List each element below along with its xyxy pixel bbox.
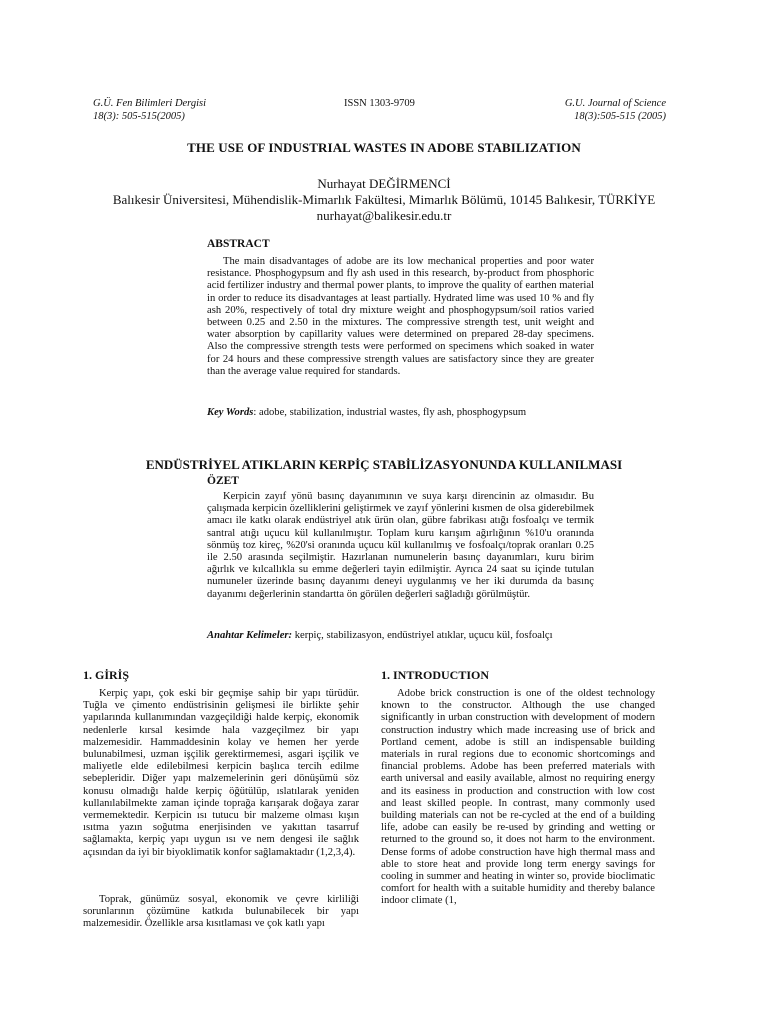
giris-paragraph-2: Toprak, günümüz sosyal, ekonomik ve çevre kirliliği sorunlarının çözümüne katkıda bulunabilecek bir yapı malzemesidir. Özellikle arsa kısıtlaması ve çok katlı yapı xyxy=(83,894,359,930)
journal-name-tr-title: G.Ü. Fen Bilimleri Dergisi xyxy=(93,98,207,109)
paper-title: THE USE OF INDUSTRIAL WASTES IN ADOBE STABILIZATION xyxy=(187,140,581,155)
author-email: nurhayat@balikesir.edu.tr xyxy=(316,208,452,223)
journal-name-en xyxy=(496,97,666,123)
journal-volume-tr: 18(3): 505-515(2005) xyxy=(93,111,185,122)
abstract-heading: ABSTRACT xyxy=(207,238,270,250)
giris-heading: 1. GİRİŞ xyxy=(83,668,130,682)
turkish-title: ENDÜSTRİYEL ATIKLARIN KERPİÇ STABİLİZASYONUNDA KULLANILMASI xyxy=(145,457,623,472)
introduction-paragraph-1: Adobe brick construction is one of the oldest technology known to the constructor. Although the use changed significantly in urban construction with development of modern construction industry which made increasing use of brick and Portland cement, adobe is still an indispensable building materials in rural regions due to economic shortcomings and financial problems. Adobe has been preferred materials with earth universal and easily available, almost no requiring energy and its easiness in production and construction with low cost and least skilled people. In contrast, many commonly used building materials can not be re-cycled at the end of a building life, adobe can easily be re-used by grinding and wetting or returned to the ground so, it does not harm to the environment. Dense forms of adobe construction have high thermal mass and able to store heat and provide long term energy savings for cooling in summer and heating in winter so, provide bioclimatic comfort for health with a suitable humidity and thereby balance indoor climate (1, xyxy=(381,688,655,907)
author-affiliation: Balıkesir Üniversitesi, Mühendislik-Mimarlık Fakültesi, Mimarlık Bölümü, 10145 Balıkesir, TÜRKİYE xyxy=(112,192,656,207)
ozet-text: Kerpicin zayıf yönü basınç dayanımının ve suya karşı direncinin az olmasıdır. Bu çalışmada kerpicin özelliklerini geliştirmek ve zayıf yönlerini kısmen de olsa giderebilmek amacı ile katkı olarak endüstriyel atık ürün olan, gübre fabrikası atığı fosfoalçı ve termik santral atığı uçucu kül kullanılmıştır. Toplam kuru karışım ağırlığının %10'u oranında sönmüş toz kireç, %20'si oranında uçucu kül kullanılmış ve fosfoalçı/toprak oranları 0.25 ile 2.50 arasında seçilmiştir. Hazırlanan numunelerin basınç dayanımları, kuru birim ağırlık ve kılcallıkla su emme değerleri tayin edilmiştir. Ayrıca 24 saat su içinde tutulan numuneler üzerinde basınç dayanımı deneyi uygulanmış ve her iki durumda da basınç dayanımı değerlerinin standartta ön görülen değerleri sağladığı görülmüştür. xyxy=(207,491,594,600)
giris-paragraph-1: Kerpiç yapı, çok eski bir geçmişe sahip bir yapı türüdür. Tuğla ve çimento endüstrisinin gelişmesi ile birlikte şehir yapılarında kullanımından vazgeçildiği halde kerpiç, ekonomik nedenlerle kırsal kesimde hala vazgeçilmez bir yapı malzemesidir. Hammaddesinin kolay ve hemen her yerde bulunabilmesi, uzman işçilik gerektirmemesi, asgari işçilik ve maliyetle elde edilebilmesi kerpicin başlıca tercih edilme sebepleridir. Diğer yapı malzemelerinin geri dönüşümü söz konusu olmadığı halde kerpiç öğütülüp, ıslatılarak yeniden kullanılabilmekte zaman içinde toprağa karışarak doğaya zarar vermemektedir. Kerpicin ısı tutucu bir malzeme olması kışın ısıtma yazın soğutma enerjisinden ve yakıttan tasarruf sağlamakta, kerpiç yapı uygun ısı ve nem dengesi ile sağlık açısından da iyi bir biyoklimatik konfor sağlamaktadır (1,2,3,4). xyxy=(83,688,359,858)
turkish-keywords-list: kerpiç, stabilizasyon, endüstriyel atıklar, uçucu kül, fosfoalçı xyxy=(292,630,553,641)
turkish-keywords-label: Anahtar Kelimeler: xyxy=(207,630,293,641)
issn: ISSN 1303-9709 xyxy=(344,98,415,109)
journal-name-tr xyxy=(93,97,206,123)
keywords xyxy=(207,407,607,418)
journal-name-en-title: G.U. Journal of Science xyxy=(564,98,666,109)
abstract-text: The main disadvantages of adobe are its low mechanical properties and poor water resistance. Phosphogypsum and fly ash used in this research, by-product from phosphoric acid fertilizer industry and thermal power plants, to improve the quality of earthen material in order to reduce its disadvantages at least partially. Hydrated lime was used 10 % and fly ash 20%, respectively of total dry mixture weight and phosphogypsum/soil ratios varied between 0.25 and 2.50 in the mixtures. The compressive strength test, unit weight and water absorption by capillarity values were determined on prepared 28-day specimens. Also the compressive strength tests were performed on specimens which soaked in water for 24 hours and these compressive strength values are satisfactory since they are greater than the average value required for standards. xyxy=(207,256,594,377)
ozet-heading: ÖZET xyxy=(207,475,239,487)
journal-volume-en: 18(3):505-515 (2005) xyxy=(574,111,666,122)
keywords-list: : adobe, stabilization, industrial wastes, fly ash, phosphogypsum xyxy=(253,407,527,418)
turkish-keywords xyxy=(207,630,627,641)
keywords-label: Key Words xyxy=(207,407,254,418)
author-name: Nurhayat DEĞİRMENCİ xyxy=(317,176,451,191)
introduction-heading: 1. INTRODUCTION xyxy=(381,668,490,682)
